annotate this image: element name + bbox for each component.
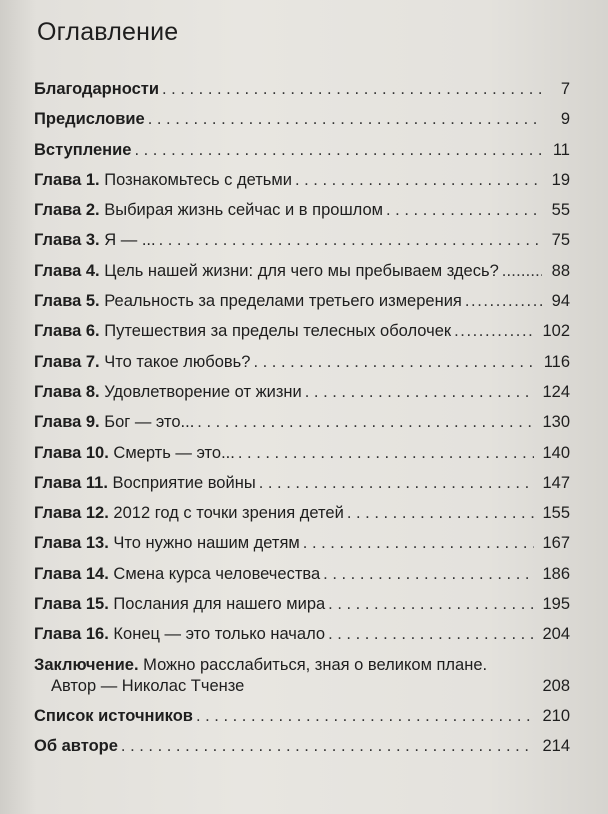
dot-leader (259, 474, 535, 493)
toc-entry-label: Глава 15. (34, 595, 109, 614)
dot-leader (386, 201, 542, 220)
dot-leader (134, 141, 542, 160)
toc-entry-label: Глава 9. (34, 413, 100, 432)
dot-leader (323, 565, 534, 584)
toc-entry[interactable] (34, 171, 570, 201)
toc-entry[interactable] (34, 534, 570, 564)
toc-entry-label: Глава 12. (34, 504, 109, 523)
toc-entry-label: Глава 1. (34, 170, 100, 189)
toc-entry-label: Глава 14. (34, 564, 109, 583)
toc-entry-title: Послания для нашего мира (113, 595, 326, 614)
toc-entry[interactable] (34, 595, 570, 625)
toc-entry-label: Глава 2. (34, 201, 100, 220)
dot-leader (148, 110, 542, 129)
toc-entry-label: Благодарности (34, 80, 159, 98)
toc-entry[interactable] (34, 231, 570, 261)
dot-leader (121, 737, 535, 756)
toc-entry-label: Глава 8. (34, 382, 100, 401)
toc-entry-title: Что такое любовь? (104, 352, 251, 371)
dot-leader (253, 353, 535, 372)
toc-entry-author: Автор — Николас Тчензе (51, 676, 245, 695)
toc-entry-page: 11 (552, 140, 570, 159)
dot-leader (454, 322, 534, 341)
toc-entry[interactable] (34, 141, 570, 171)
toc-entry-page: 55 (551, 201, 570, 220)
toc-entry-label: Глава 16. (34, 625, 109, 644)
dot-leader (347, 504, 535, 523)
toc-entry-label: Глава 7. (34, 352, 100, 371)
toc-entry-page: 75 (551, 231, 570, 250)
toc-entry-page: 208 (542, 676, 570, 695)
toc-entry[interactable] (34, 110, 570, 140)
toc-entry-page: 124 (542, 382, 570, 401)
toc-entry[interactable] (34, 413, 570, 443)
toc-entry-title: Удовлетворение от жизни (104, 382, 302, 401)
toc-entry[interactable] (34, 80, 570, 110)
toc-entry-page: 9 (560, 110, 570, 129)
toc-entry[interactable] (34, 565, 570, 595)
toc-entry-page: 210 (542, 706, 570, 725)
toc-entry-page: 88 (551, 261, 570, 280)
toc-entry[interactable] (34, 201, 570, 231)
toc-entry-title: Конец — это только начало (113, 625, 326, 644)
dot-leader (196, 707, 535, 726)
toc-entry-label: Глава 11. (34, 473, 108, 492)
page-title: Оглавление (37, 18, 179, 46)
dot-leader (328, 595, 534, 614)
toc-entry-title: Путешествия за пределы телесных оболочек (104, 322, 452, 341)
toc-entry-page: 147 (542, 473, 570, 492)
toc-entry-page: 204 (542, 625, 570, 644)
toc-entry[interactable] (34, 322, 570, 352)
toc-entry-title: Выбирая жизнь сейчас и в прошлом (104, 201, 384, 220)
toc-entry[interactable] (34, 292, 570, 322)
toc-entry[interactable] (34, 383, 570, 413)
toc-entry-page: 167 (542, 534, 570, 553)
toc-entry[interactable] (34, 353, 570, 383)
toc-entry-title: 2012 год с точки зрения детей (113, 504, 344, 523)
toc-entry-page: 7 (560, 80, 570, 98)
dot-leader (328, 625, 534, 644)
toc-entry-title: Восприятие войны (112, 473, 256, 492)
toc-entry-page: 130 (542, 413, 570, 432)
toc-entry-title: Цель нашей жизни: для чего мы пребываем здесь? (104, 261, 499, 280)
toc-entry-page: 116 (543, 352, 570, 371)
toc-entry[interactable] (34, 737, 570, 767)
dot-leader (159, 231, 542, 250)
toc-entry[interactable] (34, 262, 570, 292)
toc-entry-page: 214 (542, 736, 570, 755)
toc-entry-title: Познакомьтесь с детьми (104, 170, 292, 189)
toc-entry-page: 195 (542, 595, 570, 614)
toc-entry-label: Вступление (34, 140, 132, 159)
toc-entry[interactable] (34, 625, 570, 655)
dot-leader (305, 383, 535, 402)
toc-entry-conclusion[interactable] (34, 656, 570, 707)
dot-leader (295, 171, 542, 190)
toc-entry-title: Я — ... (104, 231, 156, 250)
toc-entry-title: Смена курса человечества (113, 564, 321, 583)
dot-leader (303, 534, 535, 553)
table-of-contents (34, 80, 570, 767)
toc-entry-label: Глава 6. (34, 322, 100, 341)
dot-leader (238, 444, 535, 463)
toc-entry-title: Бог — это... (104, 413, 195, 432)
toc-entry-label: Глава 10. (34, 443, 109, 462)
toc-entry-page: 94 (551, 292, 570, 311)
toc-entry-page: 102 (542, 322, 570, 341)
toc-entry[interactable] (34, 474, 570, 504)
toc-entry-label: Об авторе (34, 736, 118, 755)
toc-entry[interactable] (34, 444, 570, 474)
toc-entry-label: Глава 4. (34, 261, 100, 280)
toc-entry-title: Что нужно нашим детям (113, 534, 300, 553)
toc-entry-label: Глава 3. (34, 231, 100, 250)
toc-entry-label: Предисловие (34, 110, 145, 129)
toc-entry-title: Смерть — это... (113, 443, 235, 462)
dot-leader (502, 262, 542, 281)
dot-leader (197, 413, 534, 432)
toc-entry-label: Глава 13. (34, 534, 109, 553)
toc-entry-page: 155 (542, 504, 570, 523)
toc-entry[interactable] (34, 504, 570, 534)
toc-entry-title: Можно расслабиться, зная о великом плане. (143, 655, 488, 674)
toc-entry-label: Заключение. (34, 655, 139, 674)
toc-entry-title: Реальность за пределами третьего измерения (104, 292, 462, 311)
toc-entry-label: Список источников (34, 706, 193, 725)
toc-entry-page: 140 (542, 443, 570, 462)
toc-entry-page: 186 (542, 564, 570, 583)
dot-leader (162, 80, 542, 99)
toc-entry-page: 19 (551, 170, 570, 189)
toc-entry-label: Глава 5. (34, 292, 100, 311)
toc-entry[interactable] (34, 707, 570, 737)
dot-leader (465, 292, 542, 311)
